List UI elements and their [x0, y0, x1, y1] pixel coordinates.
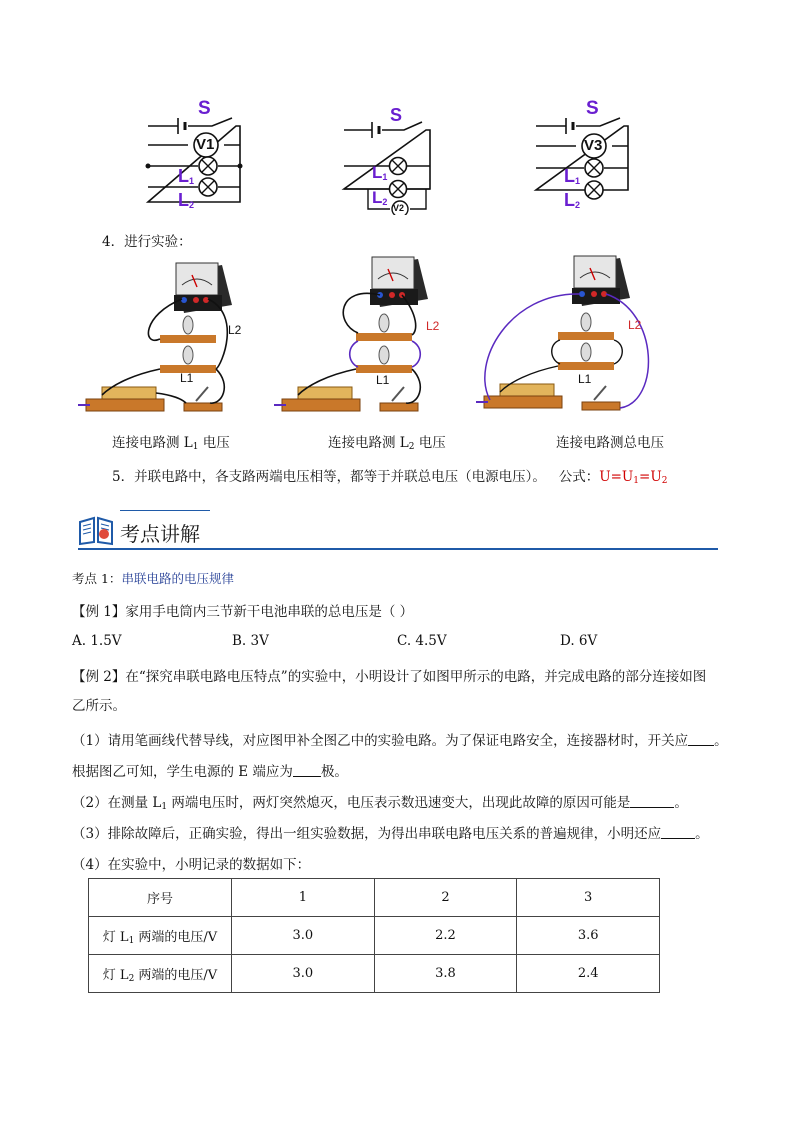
question-2: （2）在测量 $L_1$ 两端电压时，两灯突然熄灭，电压表示数迅速变大，出现此故障的原因可能是 。	[72, 795, 688, 812]
section-divider	[78, 548, 718, 550]
photo-2-l1-label: L1	[376, 373, 390, 387]
experiment-photo-3	[470, 252, 660, 424]
section-title: 考点讲解	[120, 524, 200, 546]
option-a: A. 1.5V	[72, 633, 122, 649]
table-cell: 3.0	[232, 917, 375, 955]
photo-1-drawing	[72, 255, 262, 425]
step-4-text: 4．进行实验：	[102, 234, 192, 250]
option-b: B. 3V	[232, 633, 269, 649]
table-cell: 2.2	[374, 917, 517, 955]
option-d: D. 6V	[560, 633, 598, 649]
voltmeter-label: V1	[196, 136, 215, 153]
voltmeter-label: V3	[584, 137, 603, 154]
table-header-cell: 2	[374, 879, 517, 917]
voltmeter-label: V2	[393, 203, 405, 213]
question-4: （4）在实验中，小明记录的数据如下：	[72, 857, 311, 873]
example-1-question: 【例 1】家用手电筒内三节新干电池串联的总电压是（ ）	[72, 604, 414, 620]
lamp1-label: $L_1$	[372, 163, 388, 182]
table-row	[89, 955, 660, 993]
table-header-cell: 序号	[89, 879, 232, 917]
kaodian-heading: 考点 1：串联电路的电压规律	[72, 571, 234, 586]
table-cell: 2.4	[517, 955, 660, 993]
book-icon	[78, 514, 114, 546]
table-header-row	[89, 879, 660, 917]
step-5-text: 5．并联电路中，各支路两端电压相等，都等于并联总电压（电源电压）。 公式：$U=U_1=U_2$	[112, 469, 668, 486]
lamp1-label: $L_1$	[178, 166, 195, 186]
table-cell: 3.0	[232, 955, 375, 993]
photo-3-caption: 连接电路测总电压	[556, 435, 664, 451]
example-2-intro-line-2: 乙所示。	[72, 698, 126, 714]
photo-2-caption: 连接电路测 $L_2$ 电压	[328, 435, 446, 452]
table-header-cell: 1	[232, 879, 375, 917]
answer-blank[interactable]	[630, 795, 674, 808]
option-c: C. 4.5V	[397, 633, 447, 649]
lamp2-label: $L_2$	[178, 190, 195, 210]
section-header	[78, 512, 718, 550]
lamp1-label: $L_1$	[564, 166, 581, 186]
table-row	[89, 917, 660, 955]
table-cell: 3.6	[517, 917, 660, 955]
photo-1-l2-label: L2	[228, 323, 242, 337]
photo-1-l1-label: L1	[180, 371, 194, 385]
photo-3-l2-label: L2	[628, 318, 642, 332]
example-2-intro-line-1: 【例 2】在“探究串联电路电压特点”的实验中，小明设计了如图甲所示的电路，并完成电路的部分连接如图	[72, 669, 707, 685]
circuit-diagram-3	[528, 98, 648, 213]
switch-label: S	[198, 98, 211, 119]
table-header-cell: 3	[517, 879, 660, 917]
photo-2-drawing	[268, 255, 458, 425]
circuit-diagram-1	[140, 98, 260, 213]
answer-blank[interactable]	[293, 764, 321, 777]
experiment-photo-2	[268, 255, 458, 425]
question-1-line-2: 根据图乙可知，学生电源的 E 端应为 极。	[72, 764, 348, 780]
question-1-line-1: （1）请用笔画线代替导线，对应图甲补全图乙中的实验电路。为了保证电路安全，连接器材时，开关应 。	[72, 733, 728, 749]
row-label: 灯 $L_2$ 两端的电压/V	[89, 955, 232, 993]
question-3: （3）排除故障后，正确实验，得出一组实验数据，为得出串联电路电压关系的普遍规律，小明还应 。	[72, 826, 709, 842]
table-cell: 3.8	[374, 955, 517, 993]
answer-blank[interactable]	[661, 826, 695, 839]
experiment-photo-1	[72, 255, 262, 425]
kaodian-title: 串联电路的电压规律	[121, 571, 234, 586]
photo-3-drawing	[470, 252, 660, 424]
circuit-diagram-2	[338, 105, 438, 215]
circuit-2-wires	[338, 105, 438, 215]
row-label: 灯 $L_1$ 两端的电压/V	[89, 917, 232, 955]
photo-3-l1-label: L1	[578, 372, 592, 386]
switch-label: S	[586, 98, 599, 119]
lamp2-label: $L_2$	[564, 190, 581, 210]
voltage-data-table	[88, 878, 660, 993]
answer-blank[interactable]	[688, 733, 714, 746]
photo-1-caption: 连接电路测 $L_1$ 电压	[112, 435, 230, 452]
parallel-voltage-formula: $U=U_1=U_2$	[599, 469, 668, 486]
photo-2-l2-label: L2	[426, 319, 440, 333]
switch-label: S	[390, 105, 403, 125]
title-accent-line	[120, 510, 210, 511]
lamp2-label: $L_2$	[372, 188, 388, 207]
